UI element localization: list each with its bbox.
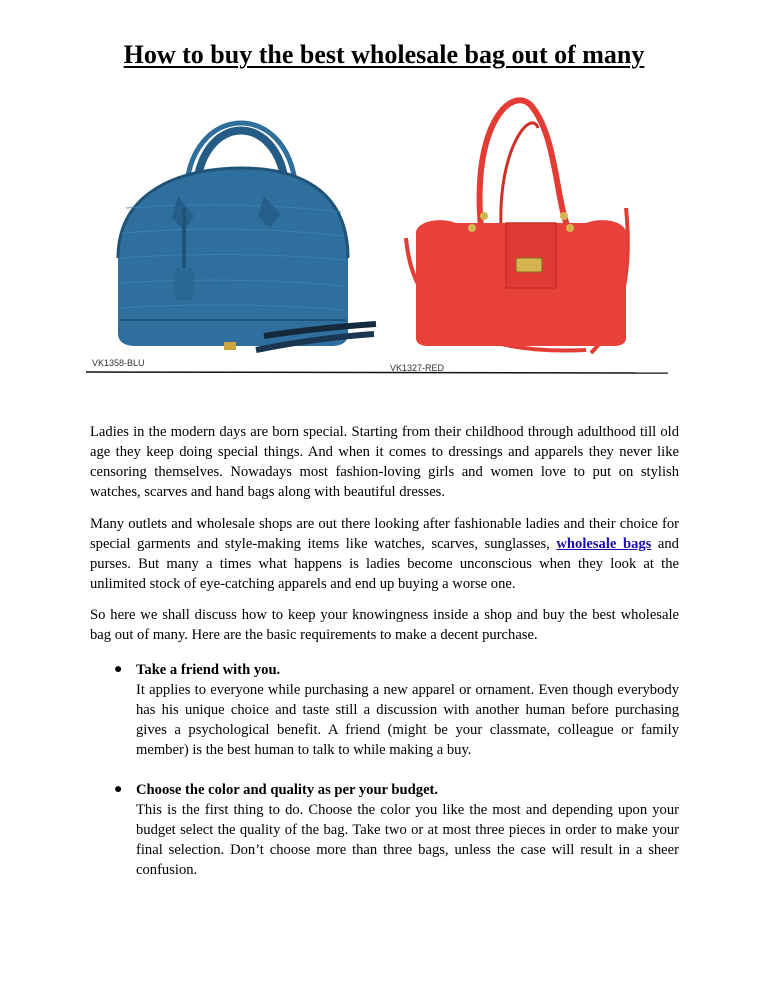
list-item: [90, 780, 679, 880]
discussion-paragraph: So here we shall discuss how to keep your knowingness inside a shop and buy the best wholesale bag out of many. Here are the basic requirements to make a decent purchase.: [90, 607, 679, 643]
intro-paragraph: Ladies in the modern days are born special. Starting from their childhood through adulthood till old age they keep doing special things. And when it comes to dressings and apparels they never like censoring themselves. Nowadays most fashion-loving girls and women love to put on stylish watches, scarves and hand bags along with beautiful dresses.: [90, 424, 679, 500]
wholesale-bags-link[interactable]: wholesale bags: [556, 536, 652, 552]
list-item: [90, 660, 679, 760]
bullet-icon: ●: [114, 662, 123, 677]
requirements-list: [90, 660, 679, 880]
product-photo: [86, 88, 670, 378]
right-bag-label: VK1327-RED: [390, 363, 445, 373]
outlets-paragraph: [90, 514, 679, 594]
outlets-paragraph-text-before: Many outlets and wholesale shops are out there looking after fashionable ladies and their choice for special garments and style-making items like watches, scarves, sunglasses,: [90, 516, 679, 552]
bullet-heading: Choose the color and quality as per your budget.: [136, 782, 439, 798]
left-bag-label: VK1358-BLU: [92, 358, 145, 368]
blue-bag-image: [118, 123, 376, 350]
page-title: How to buy the best wholesale bag out of many: [123, 40, 645, 69]
bullet-icon: ●: [114, 782, 123, 797]
bullet-text: This is the first thing to do. Choose the color you like the most and depending upon your budget select the quality of the bag. Take two or at most three pieces in order to make your final selection. Don’t choose more than three bags, unless the case will result in a sheer confusion.: [136, 802, 679, 878]
red-bag-image: [406, 100, 628, 353]
outlets-paragraph-text-after: and purses. But many a times what happens is ladies become unconscious when they look at the unlimited stock of eye-catching apparels and end up buying a worse one.: [90, 536, 679, 592]
bullet-text: It applies to everyone while purchasing a new apparel or ornament. Even though everybody has his unique choice and taste still a discussion with another human before purchasing gives a psychological benefit. A friend (might be your classmate, colleague or family member) is the best human to talk to while making a buy.: [136, 682, 679, 758]
bullet-heading: Take a friend with you.: [136, 662, 281, 678]
